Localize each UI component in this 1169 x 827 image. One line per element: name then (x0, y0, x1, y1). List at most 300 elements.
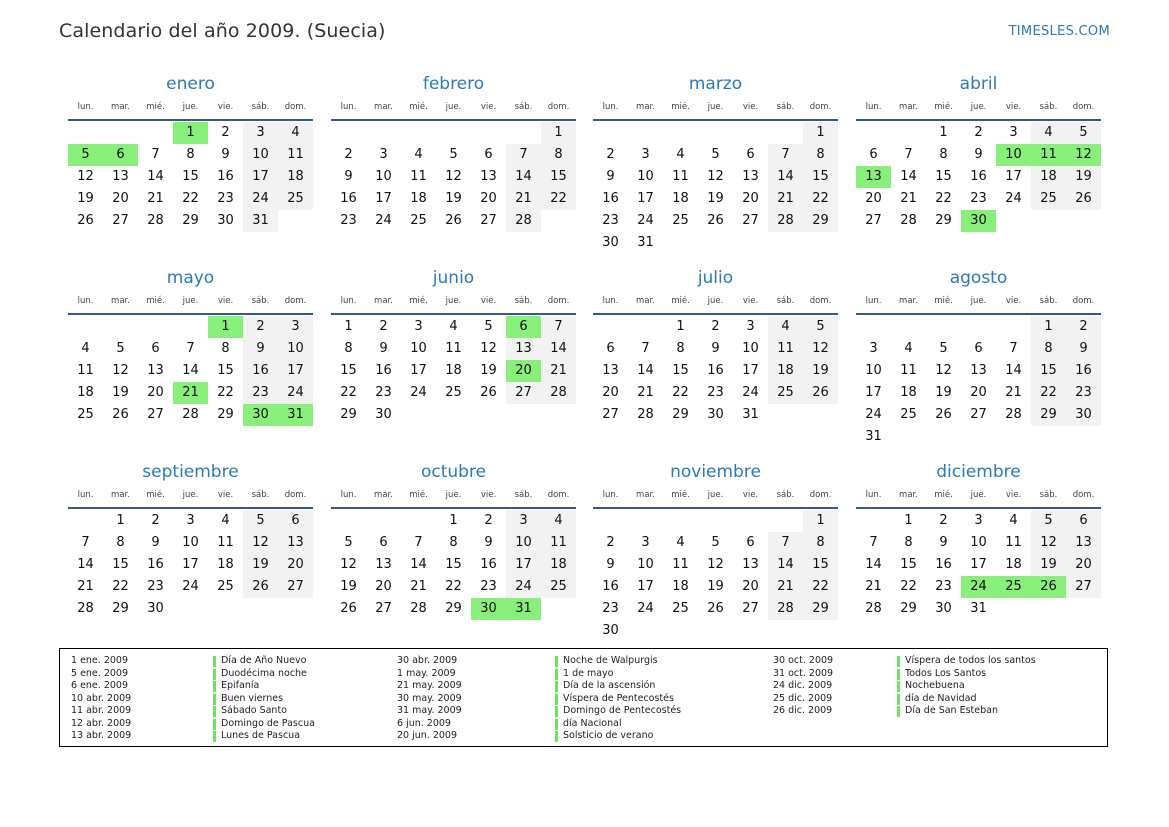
day-cell[interactable]: 7 (151, 147, 160, 162)
day-cell[interactable]: 26 (243, 576, 278, 598)
day-cell[interactable]: 29 (803, 598, 838, 620)
day-cell[interactable]: 19 (112, 385, 129, 400)
day-cell[interactable]: 23 (480, 579, 497, 594)
day-cell[interactable]: 2 (221, 125, 230, 140)
day-cell[interactable]: 17 (243, 166, 278, 188)
day-cell[interactable]: 4 (81, 341, 90, 356)
day-cell[interactable]: 25 (217, 579, 234, 594)
day-cell[interactable]: 26 (340, 601, 357, 616)
day-cell[interactable]: 23 (217, 191, 234, 206)
day-cell[interactable]: 8 (1031, 338, 1066, 360)
day-cell[interactable]: 6 (379, 535, 388, 550)
day-cell[interactable]: 11 (541, 532, 576, 554)
day-cell[interactable]: 2 (344, 147, 353, 162)
day-cell[interactable]: 25 (672, 601, 689, 616)
day-cell[interactable]: 18 (1031, 166, 1066, 188)
day-cell[interactable]: 26 (707, 601, 724, 616)
day-cell[interactable]: 28 (147, 213, 164, 228)
day-cell[interactable]: 28 (541, 382, 576, 404)
day-cell[interactable]: 17 (182, 557, 199, 572)
day-cell[interactable]: 12 (935, 363, 952, 378)
day-cell[interactable]: 13 (112, 169, 129, 184)
day-cell[interactable]: 30 (602, 235, 619, 250)
day-cell[interactable]: 9 (151, 535, 160, 550)
day-cell[interactable]: 25 (900, 407, 917, 422)
day-cell[interactable]: 27 (147, 407, 164, 422)
day-cell[interactable]: 23 (1066, 382, 1101, 404)
day-cell[interactable]: 17 (865, 385, 882, 400)
day-cell[interactable]: 16 (243, 360, 278, 382)
day-cell[interactable]: 8 (449, 535, 458, 550)
day-cell[interactable]: 1 (803, 510, 838, 532)
day-cell[interactable]: 16 (602, 579, 619, 594)
day-cell[interactable]: 4 (1009, 513, 1018, 528)
day-cell[interactable]: 24 (410, 385, 427, 400)
day-cell[interactable]: 22 (445, 579, 462, 594)
day-cell[interactable]: 2 (151, 513, 160, 528)
day-cell[interactable]: 14 (768, 166, 803, 188)
day-cell-holiday[interactable]: 30 (471, 598, 506, 620)
day-cell[interactable]: 3 (243, 122, 278, 144)
day-cell[interactable]: 5 (711, 147, 720, 162)
day-cell[interactable]: 19 (707, 579, 724, 594)
day-cell[interactable]: 26 (803, 382, 838, 404)
day-cell[interactable]: 28 (182, 407, 199, 422)
day-cell[interactable]: 25 (410, 213, 427, 228)
day-cell[interactable]: 5 (484, 319, 493, 334)
day-cell[interactable]: 21 (1005, 385, 1022, 400)
day-cell[interactable]: 28 (768, 598, 803, 620)
day-cell[interactable]: 8 (541, 144, 576, 166)
day-cell[interactable]: 9 (974, 147, 983, 162)
day-cell[interactable]: 5 (1066, 122, 1101, 144)
day-cell[interactable]: 19 (340, 579, 357, 594)
day-cell[interactable]: 4 (541, 510, 576, 532)
day-cell[interactable]: 14 (900, 169, 917, 184)
day-cell[interactable]: 11 (1005, 535, 1022, 550)
day-cell[interactable]: 8 (904, 535, 913, 550)
day-cell[interactable]: 18 (768, 360, 803, 382)
day-cell[interactable]: 20 (1066, 554, 1101, 576)
day-cell[interactable]: 2 (243, 316, 278, 338)
day-cell[interactable]: 12 (243, 532, 278, 554)
day-cell[interactable]: 7 (768, 532, 803, 554)
day-cell[interactable]: 24 (1005, 191, 1022, 206)
day-cell[interactable]: 13 (506, 338, 541, 360)
day-cell[interactable]: 9 (484, 535, 493, 550)
day-cell[interactable]: 6 (278, 510, 313, 532)
day-cell[interactable]: 31 (742, 407, 759, 422)
day-cell[interactable]: 19 (707, 191, 724, 206)
day-cell[interactable]: 31 (243, 210, 278, 232)
day-cell[interactable]: 28 (865, 601, 882, 616)
day-cell[interactable]: 28 (768, 210, 803, 232)
day-cell[interactable]: 13 (147, 363, 164, 378)
day-cell[interactable]: 25 (278, 188, 313, 210)
day-cell[interactable]: 27 (1066, 576, 1101, 598)
day-cell[interactable]: 7 (506, 144, 541, 166)
day-cell[interactable]: 28 (637, 407, 654, 422)
day-cell[interactable]: 11 (672, 169, 689, 184)
day-cell[interactable]: 17 (742, 363, 759, 378)
day-cell[interactable]: 6 (746, 535, 755, 550)
day-cell[interactable]: 29 (112, 601, 129, 616)
day-cell[interactable]: 20 (865, 191, 882, 206)
day-cell[interactable]: 18 (410, 191, 427, 206)
day-cell-holiday[interactable]: 21 (173, 382, 208, 404)
day-cell[interactable]: 26 (112, 407, 129, 422)
day-cell[interactable]: 5 (939, 341, 948, 356)
day-cell[interactable]: 17 (410, 363, 427, 378)
day-cell[interactable]: 3 (186, 513, 195, 528)
day-cell[interactable]: 24 (243, 188, 278, 210)
day-cell[interactable]: 9 (939, 535, 948, 550)
day-cell[interactable]: 10 (637, 557, 654, 572)
day-cell-holiday[interactable]: 24 (961, 576, 996, 598)
day-cell[interactable]: 18 (445, 363, 462, 378)
day-cell[interactable]: 11 (217, 535, 234, 550)
day-cell[interactable]: 14 (637, 363, 654, 378)
day-cell[interactable]: 13 (375, 557, 392, 572)
day-cell-holiday[interactable]: 6 (103, 144, 138, 166)
day-cell[interactable]: 30 (707, 407, 724, 422)
day-cell[interactable]: 9 (221, 147, 230, 162)
day-cell[interactable]: 8 (116, 535, 125, 550)
day-cell[interactable]: 23 (602, 213, 619, 228)
day-cell[interactable]: 7 (869, 535, 878, 550)
day-cell[interactable]: 29 (672, 407, 689, 422)
day-cell[interactable]: 20 (602, 385, 619, 400)
day-cell[interactable]: 16 (935, 557, 952, 572)
day-cell[interactable]: 24 (637, 213, 654, 228)
day-cell[interactable]: 23 (375, 385, 392, 400)
day-cell[interactable]: 10 (375, 169, 392, 184)
day-cell[interactable]: 9 (606, 557, 615, 572)
day-cell[interactable]: 30 (935, 601, 952, 616)
day-cell-holiday[interactable]: 13 (856, 166, 891, 188)
day-cell[interactable]: 23 (602, 601, 619, 616)
day-cell[interactable]: 21 (768, 576, 803, 598)
day-cell[interactable]: 7 (414, 535, 423, 550)
day-cell[interactable]: 17 (970, 557, 987, 572)
day-cell[interactable]: 22 (803, 576, 838, 598)
day-cell[interactable]: 21 (541, 360, 576, 382)
day-cell[interactable]: 18 (217, 557, 234, 572)
day-cell[interactable]: 18 (541, 554, 576, 576)
day-cell[interactable]: 23 (147, 579, 164, 594)
day-cell[interactable]: 13 (278, 532, 313, 554)
day-cell[interactable]: 8 (221, 341, 230, 356)
day-cell[interactable]: 20 (480, 191, 497, 206)
day-cell[interactable]: 5 (243, 510, 278, 532)
day-cell[interactable]: 20 (278, 554, 313, 576)
day-cell[interactable]: 7 (1009, 341, 1018, 356)
day-cell[interactable]: 14 (506, 166, 541, 188)
day-cell[interactable]: 30 (147, 601, 164, 616)
day-cell[interactable]: 15 (803, 166, 838, 188)
day-cell[interactable]: 24 (182, 579, 199, 594)
day-cell[interactable]: 9 (606, 169, 615, 184)
day-cell[interactable]: 29 (1031, 404, 1066, 426)
day-cell[interactable]: 25 (77, 407, 94, 422)
day-cell[interactable]: 4 (278, 122, 313, 144)
day-cell[interactable]: 22 (182, 191, 199, 206)
day-cell[interactable]: 10 (182, 535, 199, 550)
day-cell[interactable]: 3 (379, 147, 388, 162)
day-cell[interactable]: 22 (672, 385, 689, 400)
day-cell-holiday[interactable]: 11 (1031, 144, 1066, 166)
day-cell[interactable]: 7 (186, 341, 195, 356)
day-cell[interactable]: 25 (672, 213, 689, 228)
day-cell-holiday[interactable]: 10 (996, 144, 1031, 166)
day-cell[interactable]: 21 (506, 188, 541, 210)
day-cell[interactable]: 7 (641, 341, 650, 356)
day-cell[interactable]: 9 (1066, 338, 1101, 360)
day-cell[interactable]: 30 (217, 213, 234, 228)
day-cell[interactable]: 1 (116, 513, 125, 528)
day-cell[interactable]: 13 (480, 169, 497, 184)
day-cell-holiday[interactable]: 20 (506, 360, 541, 382)
day-cell[interactable]: 16 (1066, 360, 1101, 382)
day-cell[interactable]: 3 (641, 535, 650, 550)
day-cell[interactable]: 6 (1066, 510, 1101, 532)
day-cell[interactable]: 20 (742, 579, 759, 594)
day-cell[interactable]: 12 (77, 169, 94, 184)
day-cell[interactable]: 27 (112, 213, 129, 228)
day-cell[interactable]: 25 (768, 382, 803, 404)
day-cell[interactable]: 14 (865, 557, 882, 572)
day-cell[interactable]: 9 (243, 338, 278, 360)
day-cell-holiday[interactable]: 12 (1066, 144, 1101, 166)
day-cell[interactable]: 24 (375, 213, 392, 228)
day-cell-holiday[interactable]: 5 (68, 144, 103, 166)
day-cell[interactable]: 3 (974, 513, 983, 528)
day-cell[interactable]: 12 (707, 557, 724, 572)
day-cell[interactable]: 4 (768, 316, 803, 338)
day-cell[interactable]: 27 (742, 601, 759, 616)
day-cell[interactable]: 22 (541, 188, 576, 210)
day-cell[interactable]: 15 (803, 554, 838, 576)
day-cell[interactable]: 10 (865, 363, 882, 378)
day-cell[interactable]: 27 (602, 407, 619, 422)
day-cell[interactable]: 16 (707, 363, 724, 378)
day-cell-holiday[interactable]: 31 (506, 598, 541, 620)
day-cell[interactable]: 9 (711, 341, 720, 356)
day-cell[interactable]: 2 (939, 513, 948, 528)
day-cell-holiday[interactable]: 1 (208, 316, 243, 338)
day-cell[interactable]: 13 (1066, 532, 1101, 554)
day-cell[interactable]: 3 (641, 147, 650, 162)
day-cell[interactable]: 2 (484, 513, 493, 528)
day-cell[interactable]: 31 (970, 601, 987, 616)
day-cell[interactable]: 7 (768, 144, 803, 166)
day-cell[interactable]: 8 (344, 341, 353, 356)
day-cell[interactable]: 10 (278, 338, 313, 360)
day-cell[interactable]: 1 (676, 319, 685, 334)
day-cell[interactable]: 4 (904, 341, 913, 356)
day-cell[interactable]: 20 (147, 385, 164, 400)
day-cell[interactable]: 28 (77, 601, 94, 616)
day-cell[interactable]: 10 (506, 532, 541, 554)
day-cell[interactable]: 16 (480, 557, 497, 572)
day-cell[interactable]: 21 (900, 191, 917, 206)
day-cell[interactable]: 15 (217, 363, 234, 378)
day-cell[interactable]: 24 (742, 385, 759, 400)
day-cell[interactable]: 18 (672, 579, 689, 594)
day-cell[interactable]: 19 (445, 191, 462, 206)
day-cell[interactable]: 19 (480, 363, 497, 378)
day-cell[interactable]: 18 (900, 385, 917, 400)
day-cell[interactable]: 15 (1031, 360, 1066, 382)
day-cell[interactable]: 2 (1066, 316, 1101, 338)
day-cell[interactable]: 14 (1005, 363, 1022, 378)
day-cell[interactable]: 12 (445, 169, 462, 184)
day-cell[interactable]: 17 (637, 191, 654, 206)
day-cell[interactable]: 15 (672, 363, 689, 378)
day-cell[interactable]: 24 (506, 576, 541, 598)
day-cell[interactable]: 4 (676, 147, 685, 162)
day-cell[interactable]: 6 (151, 341, 160, 356)
day-cell[interactable]: 12 (1031, 532, 1066, 554)
day-cell[interactable]: 20 (375, 579, 392, 594)
day-cell[interactable]: 10 (410, 341, 427, 356)
day-cell[interactable]: 27 (375, 601, 392, 616)
day-cell[interactable]: 25 (1031, 188, 1066, 210)
day-cell[interactable]: 11 (445, 341, 462, 356)
day-cell[interactable]: 13 (970, 363, 987, 378)
day-cell[interactable]: 26 (1066, 188, 1101, 210)
day-cell[interactable]: 14 (410, 557, 427, 572)
day-cell[interactable]: 16 (147, 557, 164, 572)
day-cell[interactable]: 8 (676, 341, 685, 356)
day-cell[interactable]: 24 (865, 407, 882, 422)
day-cell[interactable]: 19 (1031, 554, 1066, 576)
day-cell[interactable]: 12 (340, 557, 357, 572)
day-cell[interactable]: 11 (768, 338, 803, 360)
day-cell[interactable]: 26 (445, 213, 462, 228)
day-cell[interactable]: 18 (77, 385, 94, 400)
day-cell[interactable]: 1 (1031, 316, 1066, 338)
day-cell[interactable]: 7 (541, 316, 576, 338)
day-cell[interactable]: 8 (803, 144, 838, 166)
day-cell[interactable]: 22 (217, 385, 234, 400)
day-cell[interactable]: 19 (243, 554, 278, 576)
day-cell[interactable]: 13 (742, 557, 759, 572)
day-cell[interactable]: 29 (935, 213, 952, 228)
day-cell[interactable]: 22 (340, 385, 357, 400)
day-cell[interactable]: 27 (506, 382, 541, 404)
day-cell[interactable]: 2 (379, 319, 388, 334)
day-cell[interactable]: 14 (541, 338, 576, 360)
day-cell[interactable]: 2 (606, 535, 615, 550)
day-cell[interactable]: 23 (970, 191, 987, 206)
day-cell[interactable]: 15 (445, 557, 462, 572)
day-cell[interactable]: 20 (970, 385, 987, 400)
day-cell-holiday[interactable]: 30 (961, 210, 996, 232)
day-cell[interactable]: 17 (375, 191, 392, 206)
day-cell[interactable]: 3 (746, 319, 755, 334)
day-cell[interactable]: 3 (1009, 125, 1018, 140)
day-cell[interactable]: 10 (637, 169, 654, 184)
day-cell[interactable]: 26 (480, 385, 497, 400)
day-cell[interactable]: 25 (445, 385, 462, 400)
day-cell[interactable]: 28 (900, 213, 917, 228)
day-cell[interactable]: 18 (1005, 557, 1022, 572)
day-cell[interactable]: 17 (1005, 169, 1022, 184)
day-cell[interactable]: 14 (147, 169, 164, 184)
day-cell[interactable]: 12 (112, 363, 129, 378)
day-cell[interactable]: 28 (1005, 407, 1022, 422)
day-cell[interactable]: 22 (1031, 382, 1066, 404)
day-cell[interactable]: 30 (602, 623, 619, 638)
day-cell[interactable]: 15 (900, 557, 917, 572)
day-cell[interactable]: 3 (506, 510, 541, 532)
day-cell[interactable]: 1 (449, 513, 458, 528)
day-cell[interactable]: 10 (970, 535, 987, 550)
day-cell[interactable]: 23 (243, 382, 278, 404)
day-cell[interactable]: 4 (449, 319, 458, 334)
day-cell[interactable]: 19 (803, 360, 838, 382)
day-cell[interactable]: 27 (278, 576, 313, 598)
day-cell[interactable]: 5 (711, 535, 720, 550)
day-cell[interactable]: 5 (116, 341, 125, 356)
day-cell[interactable]: 7 (904, 147, 913, 162)
day-cell[interactable]: 2 (711, 319, 720, 334)
day-cell[interactable]: 1 (904, 513, 913, 528)
day-cell[interactable]: 5 (803, 316, 838, 338)
day-cell[interactable]: 16 (340, 191, 357, 206)
day-cell[interactable]: 5 (449, 147, 458, 162)
day-cell[interactable]: 24 (637, 601, 654, 616)
day-cell[interactable]: 14 (768, 554, 803, 576)
day-cell[interactable]: 18 (278, 166, 313, 188)
day-cell[interactable]: 26 (935, 407, 952, 422)
day-cell[interactable]: 7 (81, 535, 90, 550)
day-cell[interactable]: 27 (970, 407, 987, 422)
day-cell[interactable]: 11 (278, 144, 313, 166)
day-cell[interactable]: 10 (742, 341, 759, 356)
day-cell[interactable]: 6 (606, 341, 615, 356)
day-cell[interactable]: 12 (480, 341, 497, 356)
day-cell[interactable]: 28 (506, 210, 541, 232)
day-cell-holiday[interactable]: 1 (173, 122, 208, 144)
day-cell[interactable]: 29 (803, 210, 838, 232)
day-cell-holiday[interactable]: 30 (243, 404, 278, 426)
day-cell[interactable]: 17 (506, 554, 541, 576)
day-cell[interactable]: 22 (803, 188, 838, 210)
day-cell[interactable]: 21 (410, 579, 427, 594)
day-cell[interactable]: 29 (217, 407, 234, 422)
day-cell[interactable]: 31 (637, 235, 654, 250)
day-cell[interactable]: 21 (77, 579, 94, 594)
day-cell[interactable]: 23 (340, 213, 357, 228)
day-cell[interactable]: 15 (935, 169, 952, 184)
day-cell[interactable]: 27 (865, 213, 882, 228)
day-cell[interactable]: 30 (375, 407, 392, 422)
day-cell[interactable]: 15 (112, 557, 129, 572)
day-cell[interactable]: 6 (974, 341, 983, 356)
day-cell[interactable]: 6 (484, 147, 493, 162)
day-cell[interactable]: 24 (278, 382, 313, 404)
day-cell[interactable]: 26 (707, 213, 724, 228)
day-cell[interactable]: 4 (414, 147, 423, 162)
day-cell[interactable]: 1 (939, 125, 948, 140)
day-cell[interactable]: 11 (410, 169, 427, 184)
day-cell[interactable]: 22 (935, 191, 952, 206)
day-cell[interactable]: 13 (602, 363, 619, 378)
day-cell[interactable]: 6 (869, 147, 878, 162)
day-cell[interactable]: 23 (707, 385, 724, 400)
